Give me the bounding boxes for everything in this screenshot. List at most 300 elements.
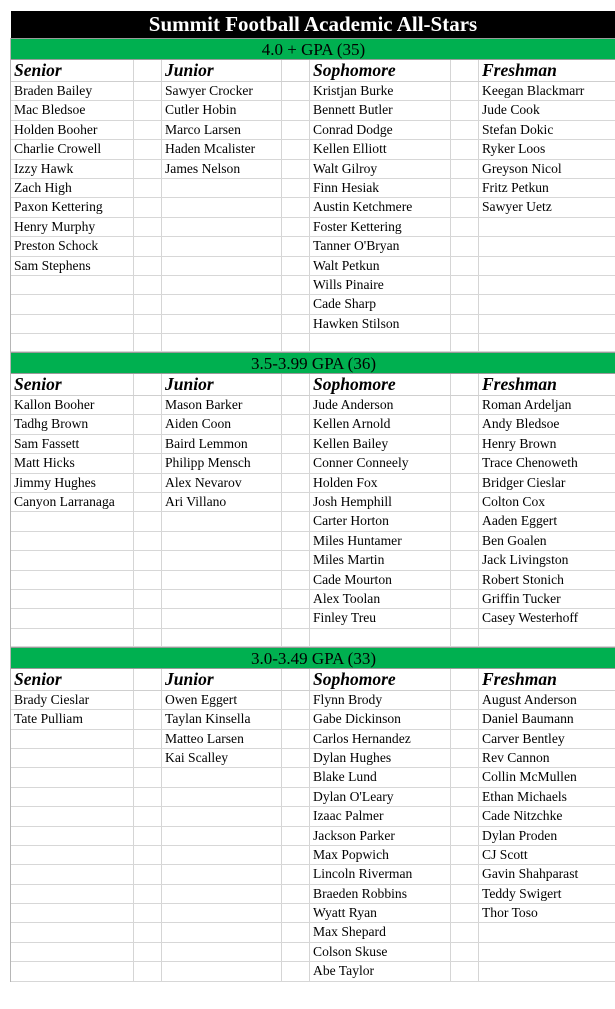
empty-cell[interactable] [11,885,134,903]
empty-cell[interactable] [282,590,310,608]
name-cell[interactable]: Conner Conneely [310,454,451,472]
empty-cell[interactable] [11,749,134,767]
empty-cell[interactable] [451,846,479,864]
column-header-junior[interactable]: Junior [162,60,282,81]
empty-cell[interactable] [162,532,282,550]
name-cell[interactable]: Kellen Bailey [310,435,451,453]
name-cell[interactable]: Daniel Baumann [482,711,574,727]
name-cell[interactable]: Andy Bledsoe [482,416,560,432]
empty-cell[interactable] [11,904,134,922]
empty-cell[interactable] [134,710,162,728]
name-cell[interactable]: Miles Martin [310,551,451,569]
empty-cell[interactable] [282,788,310,806]
name-cell[interactable]: Teddy Swigert [482,885,562,901]
name-cell[interactable]: Walt Gilroy [310,160,451,178]
column-header-freshman[interactable]: Freshman [482,668,557,689]
empty-cell[interactable] [134,315,162,333]
empty-cell[interactable] [451,198,479,216]
name-cell[interactable]: Keegan Blackmarr [482,83,585,98]
empty-cell[interactable] [282,493,310,511]
empty-cell[interactable] [479,257,615,275]
name-cell[interactable]: Trace Chenoweth [482,455,578,471]
name-cell[interactable]: Tadhg Brown [11,415,134,433]
name-cell[interactable]: Jimmy Hughes [11,474,134,492]
name-cell[interactable]: Colton Cox [482,494,546,510]
empty-cell[interactable] [282,198,310,216]
empty-cell[interactable] [479,276,615,294]
empty-cell[interactable] [11,532,134,550]
name-cell[interactable]: Taylan Kinsella [162,710,282,728]
empty-cell[interactable] [162,512,282,530]
empty-cell[interactable] [479,315,615,333]
name-cell[interactable]: Matt Hicks [11,454,134,472]
empty-cell[interactable] [282,571,310,589]
empty-cell[interactable] [451,885,479,903]
empty-cell[interactable] [451,82,479,100]
name-cell[interactable]: Haden Mcalister [162,140,282,158]
empty-cell[interactable] [162,295,282,313]
name-cell[interactable]: Braeden Robbins [310,885,451,903]
empty-cell[interactable] [134,237,162,255]
empty-cell[interactable] [134,885,162,903]
empty-cell[interactable] [282,315,310,333]
empty-cell[interactable] [134,827,162,845]
empty-cell[interactable] [282,865,310,883]
name-cell[interactable]: Carver Bentley [482,730,565,746]
empty-cell[interactable] [162,629,282,646]
empty-cell[interactable] [134,276,162,294]
empty-cell[interactable] [11,512,134,530]
empty-cell[interactable] [451,730,479,748]
name-cell[interactable]: Tate Pulliam [11,710,134,728]
name-cell[interactable]: Sam Fassett [11,435,134,453]
name-cell[interactable]: Bennett Butler [310,101,451,119]
name-cell[interactable]: Rev Cannon [482,749,550,765]
empty-cell[interactable] [134,257,162,275]
empty-cell[interactable] [134,101,162,119]
empty-cell[interactable] [282,160,310,178]
name-cell[interactable]: Cade Nitzchke [482,808,563,824]
name-cell[interactable]: Kellen Elliott [310,140,451,158]
empty-cell[interactable] [282,923,310,941]
empty-cell[interactable] [11,846,134,864]
name-cell[interactable]: Stefan Dokic [482,121,554,137]
column-header-freshman[interactable]: Freshman [482,60,557,80]
empty-cell[interactable] [162,923,282,941]
empty-cell[interactable] [282,295,310,313]
name-cell[interactable]: Henry Murphy [11,218,134,236]
empty-cell[interactable] [134,629,162,646]
empty-cell[interactable] [162,179,282,197]
empty-cell[interactable] [11,609,134,627]
empty-cell[interactable] [11,807,134,825]
name-cell[interactable]: Finley Treu [310,609,451,627]
empty-cell[interactable] [451,551,479,569]
empty-cell[interactable] [282,435,310,453]
empty-cell[interactable] [451,276,479,294]
column-header-sophomore[interactable]: Sophomore [310,374,451,395]
name-cell[interactable]: Izaac Palmer [310,807,451,825]
name-cell[interactable]: Ryker Loos [482,141,546,157]
empty-cell[interactable] [134,943,162,961]
empty-cell[interactable] [479,962,615,980]
name-cell[interactable]: Jude Cook [482,102,540,118]
empty-cell[interactable] [282,532,310,550]
empty-cell[interactable] [282,730,310,748]
empty-cell[interactable] [479,943,615,961]
empty-cell[interactable] [134,551,162,569]
name-cell[interactable]: Roman Ardeljan [482,397,572,413]
column-header-sophomore[interactable]: Sophomore [310,60,451,81]
empty-cell[interactable] [282,374,310,395]
empty-cell[interactable] [162,237,282,255]
empty-cell[interactable] [451,807,479,825]
empty-cell[interactable] [134,532,162,550]
name-cell[interactable]: Lincoln Riverman [310,865,451,883]
column-header-sophomore[interactable]: Sophomore [310,669,451,690]
empty-cell[interactable] [162,943,282,961]
empty-cell[interactable] [282,629,310,646]
empty-cell[interactable] [479,295,615,313]
name-cell[interactable]: Kai Scalley [162,749,282,767]
name-cell[interactable]: Mac Bledsoe [11,101,134,119]
name-cell[interactable]: Gavin Shahparast [482,866,579,882]
empty-cell[interactable] [11,571,134,589]
empty-cell[interactable] [162,609,282,627]
name-cell[interactable]: Preston Schock [11,237,134,255]
name-cell[interactable]: Griffin Tucker [482,590,561,606]
empty-cell[interactable] [11,768,134,786]
name-cell[interactable]: Sam Stephens [11,257,134,275]
empty-cell[interactable] [134,198,162,216]
empty-cell[interactable] [134,749,162,767]
column-header-junior[interactable]: Junior [162,374,282,395]
empty-cell[interactable] [134,571,162,589]
empty-cell[interactable] [282,396,310,414]
name-cell[interactable]: Sawyer Uetz [482,199,552,215]
name-cell[interactable]: Max Popwich [310,846,451,864]
empty-cell[interactable] [451,474,479,492]
empty-cell[interactable] [451,923,479,941]
name-cell[interactable]: Paxon Kettering [11,198,134,216]
empty-cell[interactable] [282,257,310,275]
empty-cell[interactable] [451,257,479,275]
empty-cell[interactable] [282,237,310,255]
empty-cell[interactable] [134,396,162,414]
name-cell[interactable]: Jack Livingston [482,552,569,568]
empty-cell[interactable] [479,629,615,646]
empty-cell[interactable] [11,590,134,608]
name-cell[interactable]: Austin Ketchmere [310,198,451,216]
empty-cell[interactable] [282,807,310,825]
empty-cell[interactable] [451,101,479,119]
empty-cell[interactable] [134,374,162,395]
empty-cell[interactable] [451,629,479,646]
empty-cell[interactable] [451,749,479,767]
name-cell[interactable]: Izzy Hawk [11,160,134,178]
empty-cell[interactable] [451,691,479,709]
name-cell[interactable]: Flynn Brody [310,691,451,709]
empty-cell[interactable] [134,691,162,709]
name-cell[interactable]: Aiden Coon [162,415,282,433]
empty-cell[interactable] [11,629,134,646]
empty-cell[interactable] [282,827,310,845]
empty-cell[interactable] [282,710,310,728]
empty-cell[interactable] [282,334,310,351]
empty-cell[interactable] [134,160,162,178]
empty-cell[interactable] [282,691,310,709]
name-cell[interactable]: Greyson Nicol [482,160,562,176]
empty-cell[interactable] [134,962,162,980]
empty-cell[interactable] [451,788,479,806]
name-cell[interactable]: Brady Cieslar [11,691,134,709]
empty-cell[interactable] [162,768,282,786]
empty-cell[interactable] [282,415,310,433]
empty-cell[interactable] [162,334,282,351]
empty-cell[interactable] [11,295,134,313]
empty-cell[interactable] [11,730,134,748]
empty-cell[interactable] [134,218,162,236]
name-cell[interactable]: Thor Toso [482,905,538,921]
empty-cell[interactable] [162,807,282,825]
empty-cell[interactable] [479,237,615,255]
empty-cell[interactable] [282,768,310,786]
empty-cell[interactable] [451,160,479,178]
empty-cell[interactable] [162,788,282,806]
name-cell[interactable]: Holden Fox [310,474,451,492]
empty-cell[interactable] [451,315,479,333]
name-cell[interactable]: Tanner O'Bryan [310,237,451,255]
name-cell[interactable]: CJ Scott [482,846,528,862]
name-cell[interactable]: Canyon Larranaga [11,493,134,511]
name-cell[interactable]: Kellen Arnold [310,415,451,433]
name-cell[interactable]: Kristjan Burke [310,82,451,100]
name-cell[interactable]: Dylan O'Leary [310,788,451,806]
empty-cell[interactable] [451,962,479,980]
empty-cell[interactable] [451,179,479,197]
empty-cell[interactable] [11,827,134,845]
name-cell[interactable]: Cade Sharp [310,295,451,313]
empty-cell[interactable] [451,140,479,158]
empty-cell[interactable] [134,454,162,472]
empty-cell[interactable] [134,807,162,825]
empty-cell[interactable] [11,276,134,294]
empty-cell[interactable] [134,179,162,197]
name-cell[interactable]: James Nelson [162,160,282,178]
name-cell[interactable]: Cutler Hobin [162,101,282,119]
name-cell[interactable]: Miles Huntamer [310,532,451,550]
empty-cell[interactable] [134,474,162,492]
empty-cell[interactable] [451,415,479,433]
empty-cell[interactable] [134,730,162,748]
empty-cell[interactable] [282,669,310,690]
name-cell[interactable]: Zach High [11,179,134,197]
empty-cell[interactable] [134,82,162,100]
empty-cell[interactable] [479,923,615,941]
empty-cell[interactable] [162,276,282,294]
empty-cell[interactable] [451,374,479,395]
empty-cell[interactable] [162,590,282,608]
empty-cell[interactable] [134,334,162,351]
empty-cell[interactable] [451,435,479,453]
empty-cell[interactable] [162,885,282,903]
name-cell[interactable]: Gabe Dickinson [310,710,451,728]
name-cell[interactable]: Walt Petkun [310,257,451,275]
empty-cell[interactable] [451,396,479,414]
empty-cell[interactable] [134,669,162,690]
name-cell[interactable]: Holden Booher [11,121,134,139]
empty-cell[interactable] [162,904,282,922]
name-cell[interactable]: Casey Westerhoff [482,610,579,626]
empty-cell[interactable] [134,435,162,453]
empty-cell[interactable] [134,512,162,530]
empty-cell[interactable] [162,551,282,569]
empty-cell[interactable] [451,454,479,472]
column-header-freshman[interactable]: Freshman [482,374,557,395]
name-cell[interactable]: Dylan Proden [482,827,558,843]
empty-cell[interactable] [282,121,310,139]
empty-cell[interactable] [134,923,162,941]
empty-cell[interactable] [282,512,310,530]
name-cell[interactable]: Ben Goalen [482,532,547,548]
name-cell[interactable]: Bridger Cieslar [482,474,566,490]
empty-cell[interactable] [282,140,310,158]
empty-cell[interactable] [451,218,479,236]
empty-cell[interactable] [451,334,479,351]
name-cell[interactable]: Henry Brown [482,435,557,451]
empty-cell[interactable] [451,827,479,845]
empty-cell[interactable] [11,865,134,883]
name-cell[interactable]: Ari Villano [162,493,282,511]
empty-cell[interactable] [310,629,451,646]
name-cell[interactable]: Conrad Dodge [310,121,451,139]
empty-cell[interactable] [162,198,282,216]
column-header-senior[interactable]: Senior [11,669,134,690]
name-cell[interactable]: Kallon Booher [11,396,134,414]
empty-cell[interactable] [134,768,162,786]
empty-cell[interactable] [162,257,282,275]
name-cell[interactable]: Alex Toolan [310,590,451,608]
empty-cell[interactable] [162,962,282,980]
empty-cell[interactable] [134,846,162,864]
name-cell[interactable]: Jude Anderson [310,396,451,414]
empty-cell[interactable] [282,846,310,864]
empty-cell[interactable] [11,943,134,961]
empty-cell[interactable] [451,512,479,530]
empty-cell[interactable] [282,749,310,767]
empty-cell[interactable] [451,943,479,961]
empty-cell[interactable] [134,415,162,433]
empty-cell[interactable] [282,276,310,294]
name-cell[interactable]: Marco Larsen [162,121,282,139]
name-cell[interactable]: Charlie Crowell [11,140,134,158]
name-cell[interactable]: Wills Pinaire [310,276,451,294]
empty-cell[interactable] [451,865,479,883]
empty-cell[interactable] [162,571,282,589]
empty-cell[interactable] [134,865,162,883]
empty-cell[interactable] [451,768,479,786]
name-cell[interactable]: Dylan Hughes [310,749,451,767]
name-cell[interactable]: Blake Lund [310,768,451,786]
empty-cell[interactable] [134,493,162,511]
name-cell[interactable]: Baird Lemmon [162,435,282,453]
name-cell[interactable]: Colson Skuse [310,943,451,961]
column-header-senior[interactable]: Senior [11,374,134,395]
empty-cell[interactable] [134,60,162,81]
empty-cell[interactable] [162,315,282,333]
name-cell[interactable]: Philipp Mensch [162,454,282,472]
empty-cell[interactable] [11,962,134,980]
empty-cell[interactable] [134,295,162,313]
empty-cell[interactable] [282,904,310,922]
name-cell[interactable]: Abe Taylor [310,962,451,980]
empty-cell[interactable] [451,904,479,922]
empty-cell[interactable] [282,551,310,569]
name-cell[interactable]: Matteo Larsen [162,730,282,748]
name-cell[interactable]: Carlos Hernandez [310,730,451,748]
name-cell[interactable]: Ethan Michaels [482,788,567,804]
name-cell[interactable]: Cade Mourton [310,571,451,589]
empty-cell[interactable] [162,846,282,864]
empty-cell[interactable] [451,295,479,313]
name-cell[interactable]: Hawken Stilson [310,315,451,333]
name-cell[interactable]: Josh Hemphill [310,493,451,511]
name-cell[interactable]: Finn Hesiak [310,179,451,197]
name-cell[interactable]: August Anderson [482,691,577,707]
empty-cell[interactable] [11,315,134,333]
empty-cell[interactable] [282,474,310,492]
name-cell[interactable]: Braden Bailey [11,82,134,100]
name-cell[interactable]: Robert Stonich [482,571,564,587]
empty-cell[interactable] [134,788,162,806]
name-cell[interactable]: Sawyer Crocker [162,82,282,100]
empty-cell[interactable] [451,121,479,139]
name-cell[interactable]: Owen Eggert [162,691,282,709]
name-cell[interactable]: Collin McMullen [482,769,577,785]
name-cell[interactable]: Mason Barker [162,396,282,414]
empty-cell[interactable] [282,962,310,980]
name-cell[interactable]: Carter Horton [310,512,451,530]
column-header-senior[interactable]: Senior [11,60,134,81]
empty-cell[interactable] [451,609,479,627]
empty-cell[interactable] [11,334,134,351]
empty-cell[interactable] [11,923,134,941]
empty-cell[interactable] [451,590,479,608]
empty-cell[interactable] [282,82,310,100]
empty-cell[interactable] [11,788,134,806]
empty-cell[interactable] [11,551,134,569]
empty-cell[interactable] [282,101,310,119]
empty-cell[interactable] [282,454,310,472]
name-cell[interactable]: Max Shepard [310,923,451,941]
name-cell[interactable]: Aaden Eggert [482,513,558,529]
empty-cell[interactable] [134,121,162,139]
name-cell[interactable]: Fritz Petkun [482,179,549,195]
empty-cell[interactable] [451,60,479,81]
empty-cell[interactable] [134,140,162,158]
name-cell[interactable]: Wyatt Ryan [310,904,451,922]
empty-cell[interactable] [162,865,282,883]
empty-cell[interactable] [162,218,282,236]
empty-cell[interactable] [282,943,310,961]
empty-cell[interactable] [134,904,162,922]
empty-cell[interactable] [134,590,162,608]
empty-cell[interactable] [282,60,310,81]
empty-cell[interactable] [282,179,310,197]
empty-cell[interactable] [282,885,310,903]
empty-cell[interactable] [451,710,479,728]
empty-cell[interactable] [451,571,479,589]
